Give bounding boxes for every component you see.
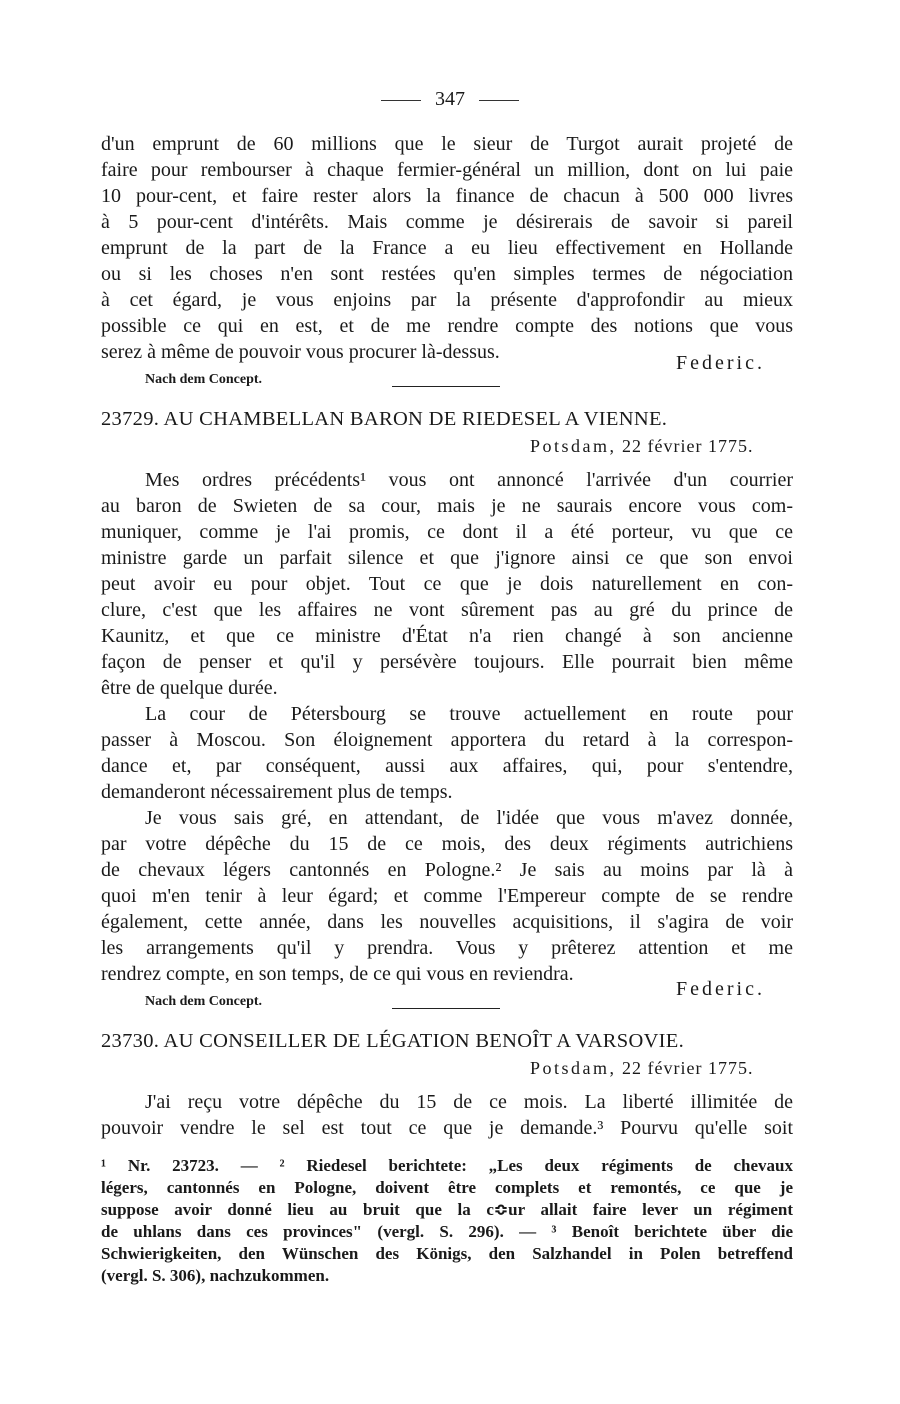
section-divider — [392, 1008, 500, 1009]
text-line: à 5 pour-cent d'intérêts. Mais comme je désirerais de savoir si pareil — [101, 211, 793, 233]
text-line: peut avoir eu pour objet. Tout ce que je dois naturellement en con- — [101, 573, 793, 595]
letter-date: 22 février 1775. — [622, 1058, 754, 1078]
page-number — [0, 88, 900, 111]
text-line: J'ai reçu votre dépêche du 15 de ce mois. La liberté illimitée de — [145, 1091, 793, 1113]
letter-number: 23729. — [101, 408, 160, 430]
text-line: La cour de Pétersbourg se trouve actuellement en route pour — [145, 703, 793, 725]
page-number-text: 347 — [435, 88, 465, 110]
source-note: Nach dem Concept. — [145, 994, 263, 1009]
text-line: clure, c'est que les affaires ne vont sûrement pas au gré du prince de — [101, 599, 793, 621]
letter-number: 23730. — [101, 1030, 160, 1052]
letter-place: Potsdam, — [530, 436, 617, 456]
left-dash — [381, 100, 421, 101]
letter-place: Potsdam, — [530, 1058, 617, 1078]
footnote-line: Schwierigkeiten, den Wünschen des Königs, den Salzhandel in Polen betreffend — [101, 1244, 793, 1263]
text-line: être de quelque durée. — [101, 677, 278, 699]
footnote-line: de uhlans dans ces provinces" (vergl. S. 296). — ³ Benoît berichtete über die — [101, 1222, 793, 1241]
text-line: d'un emprunt de 60 millions que le sieur de Turgot aurait projeté de — [101, 133, 793, 155]
text-line: ou si les choses n'en sont restées qu'en simples termes de négociation — [101, 263, 793, 285]
footnote-line: légers, cantonnés en Pologne, doivent être complets et remontés, ce que je — [101, 1178, 793, 1197]
text-line: pouvoir vendre le sel est tout ce que je demande.³ Pourvu qu'elle soit — [101, 1117, 793, 1139]
text-line: Je vous sais gré, en attendant, de l'idée que vous m'avez donnée, — [145, 807, 793, 829]
text-line: faire pour rembourser à chaque fermier-général un million, dont on lui paie — [101, 159, 793, 181]
right-dash — [479, 100, 519, 101]
letter-dateline — [530, 436, 753, 457]
footnote-line: (vergl. S. 306), nachzukommen. — [101, 1266, 330, 1285]
text-line: demanderont nécessairement plus de temps. — [101, 781, 453, 803]
letter-title: AU CONSEILLER DE LÉGATION BENOÎT A VARSOVIE. — [163, 1030, 685, 1052]
letter-dateline — [530, 1058, 753, 1079]
text-line: façon de penser et qu'il y persévère toujours. Elle pourrait bien même — [101, 651, 793, 673]
section-divider — [392, 386, 500, 387]
text-line: ministre garde un parfait silence et que j'ignore ainsi ce que son envoi — [101, 547, 793, 569]
text-line: serez à même de pouvoir vous procurer là-dessus. — [101, 341, 500, 363]
text-line: par votre dépêche du 15 de ce mois, des deux régiments autrichiens — [101, 833, 793, 855]
text-line: au baron de Swieten de sa cour, mais je ne saurais encore vous com- — [101, 495, 793, 517]
text-line: les arrangements qu'il y prendra. Vous y prêterez attention et me — [101, 937, 793, 959]
letter-heading — [101, 1030, 793, 1053]
text-line: Mes ordres précédents¹ vous ont annoncé l'arrivée d'un courrier — [145, 469, 793, 491]
signature: Federic. — [676, 352, 765, 374]
text-line: dance et, par conséquent, aussi aux affaires, qui, pour s'entendre, — [101, 755, 793, 777]
letter-title: AU CHAMBELLAN BARON DE RIEDESEL A VIENNE. — [163, 408, 668, 430]
text-line: emprunt de la part de la France a eu lieu effectivement en Hollande — [101, 237, 793, 259]
text-line: Kaunitz, et que ce ministre d'État n'a rien changé à son ancienne — [101, 625, 793, 647]
letter-heading — [101, 408, 793, 431]
text-line: passer à Moscou. Son éloignement apportera du retard à la correspon- — [101, 729, 793, 751]
text-line: muniquer, comme je l'ai promis, ce dont il a été porteur, vu que ce — [101, 521, 793, 543]
text-line: de chevaux légers cantonnés en Pologne.² Je sais au moins par là à — [101, 859, 793, 881]
source-note: Nach dem Concept. — [145, 372, 263, 387]
text-line: à cet égard, je vous enjoins par la présente d'approfondir au mieux — [101, 289, 793, 311]
text-line: quoi m'en tenir à leur égard; et comme l'Empereur compte de se rendre — [101, 885, 793, 907]
footnote-line: ¹ Nr. 23723. — ² Riedesel berichtete: „Les deux régiments de chevaux — [101, 1156, 793, 1175]
letter-date: 22 février 1775. — [622, 436, 754, 456]
text-line: également, cette année, dans les nouvelles acquisitions, il s'agira de voir — [101, 911, 793, 933]
text-line: 10 pour-cent, et faire rester alors la finance de chacun à 500 000 livres — [101, 185, 793, 207]
text-line: rendrez compte, en son temps, de ce qui vous en reviendra. — [101, 963, 574, 985]
text-line: possible ce qui en est, et de me rendre compte des notions que vous — [101, 315, 793, 337]
signature: Federic. — [676, 978, 765, 1000]
footnote-line: suppose avoir donné lieu au bruit que la c≎ur allait faire lever un régiment — [101, 1200, 793, 1219]
